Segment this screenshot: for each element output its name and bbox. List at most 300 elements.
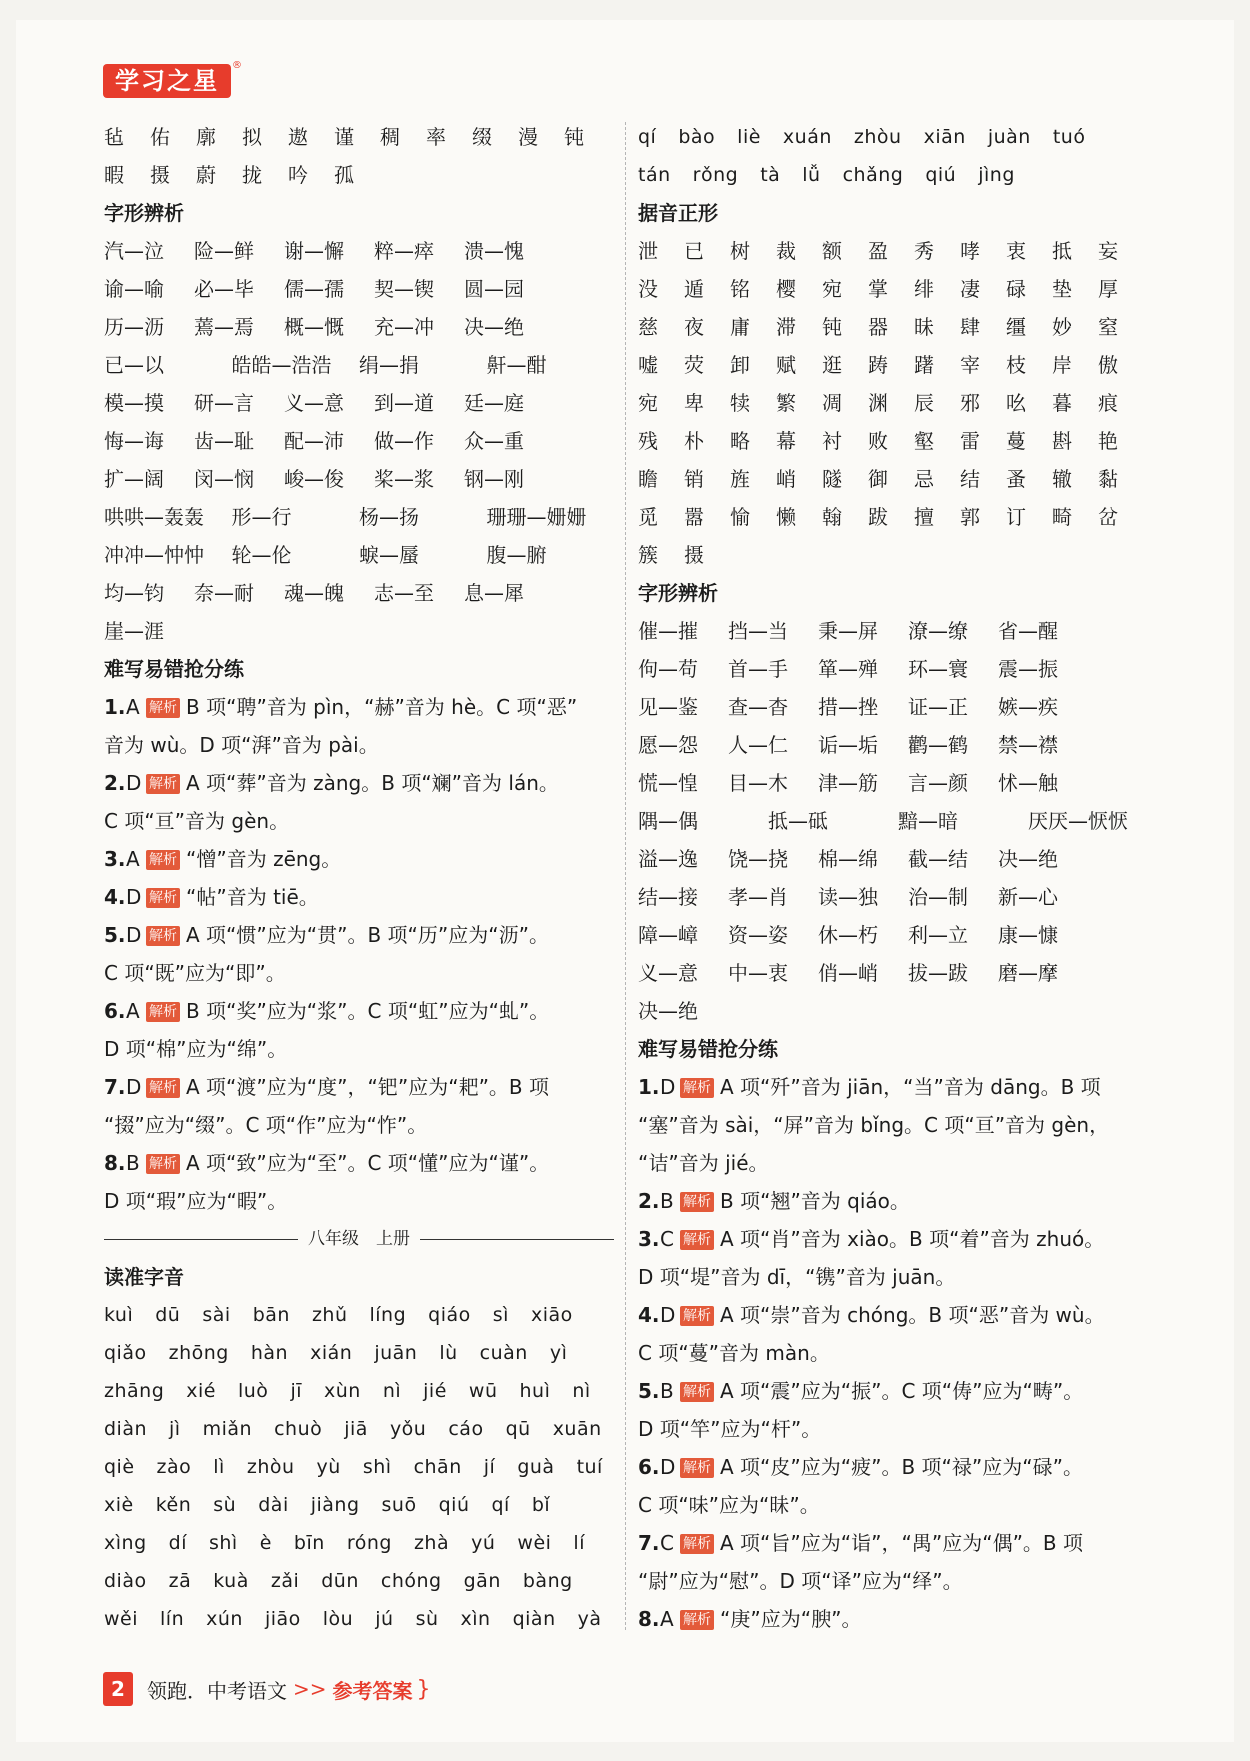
character-item: 蔓: [1006, 429, 1026, 453]
left-column: [104, 118, 614, 1638]
character-item: 簇: [638, 543, 658, 567]
character-item: 稠: [380, 125, 400, 149]
character-item: 拢: [242, 163, 262, 187]
pinyin-item: dí: [168, 1532, 187, 1554]
character-item: 佑: [150, 125, 170, 149]
pinyin-row: [104, 1486, 614, 1524]
answer-letter: D: [126, 771, 142, 795]
word-pair: 轮—伦: [231, 543, 292, 567]
pinyin-item: xuān: [552, 1418, 602, 1440]
word-pair: 目—木: [728, 771, 788, 795]
pinyin-item: zā: [168, 1570, 192, 1592]
character-item: 谨: [334, 125, 354, 149]
answer-letter: D: [660, 1303, 676, 1327]
word-pair: 鼾—酣: [486, 353, 547, 377]
pinyin-item: chǎng: [842, 164, 904, 186]
character-item: 盈: [868, 239, 888, 263]
word-pair: 扩—阔: [104, 467, 164, 491]
answer-letter: B: [126, 1151, 140, 1175]
pinyin-item: suō: [381, 1494, 417, 1516]
answer-number: 4.: [638, 1303, 660, 1327]
character-item: 掌: [868, 277, 888, 301]
pinyin-row: [638, 156, 1158, 194]
pinyin-item: guà: [517, 1456, 555, 1478]
character-item: 毡: [104, 125, 124, 149]
pinyin-row: [638, 118, 1158, 156]
word-pair: 模—摸: [104, 391, 164, 415]
pinyin-item: nì: [382, 1380, 402, 1402]
word-pair-row: [104, 612, 614, 650]
pinyin-item: chuò: [274, 1418, 323, 1440]
pinyin-item: rǒng: [692, 164, 739, 186]
pinyin-item: róng: [346, 1532, 392, 1554]
character-item: 败: [868, 429, 888, 453]
word-pair: 障—嶂: [638, 923, 698, 947]
rule-line: [104, 1239, 298, 1240]
answer-letter: A: [126, 695, 140, 719]
pinyin-row: [104, 1562, 614, 1600]
answer-number: 1.: [104, 695, 126, 719]
word-pair-row: [104, 308, 614, 346]
answer-number: 8.: [638, 1607, 660, 1631]
word-pair: 冲冲—忡忡: [104, 543, 204, 567]
character-item: 暇: [104, 163, 124, 187]
word-pair-row: [638, 878, 1158, 916]
character-row: [104, 118, 614, 156]
word-pair-row: [104, 232, 614, 270]
word-pair: 义—意: [638, 961, 698, 985]
character-item: 订: [1006, 505, 1026, 529]
pinyin-item: jiā: [344, 1418, 368, 1440]
answer-item: [638, 1296, 1158, 1334]
word-pair-row: [638, 916, 1158, 954]
character-item: 幕: [776, 429, 796, 453]
pinyin-item: juàn: [987, 126, 1031, 148]
pinyin-item: qiáo: [428, 1304, 471, 1326]
pinyin-item: yì: [549, 1342, 568, 1364]
word-pair: 已—以: [104, 353, 164, 377]
word-pair: 义—意: [284, 391, 344, 415]
word-pair-row: [104, 498, 614, 536]
word-pair: 珊珊—姗姗: [486, 505, 587, 529]
word-pair: 历—沥: [104, 315, 164, 339]
character-item: 缰: [1006, 315, 1026, 339]
character-item: 没: [638, 277, 658, 301]
word-pair: 息—犀: [464, 581, 524, 605]
word-pair: 孝—肖: [728, 885, 788, 909]
word-pair: 首—手: [728, 657, 788, 681]
character-item: 碌: [1006, 277, 1026, 301]
character-row: [638, 536, 1158, 574]
word-pair: 蔫—焉: [194, 315, 254, 339]
pinyin-item: bào: [678, 126, 716, 148]
word-pair: 秉—屏: [818, 619, 878, 643]
character-item: 嘘: [638, 353, 658, 377]
pinyin-item: dū: [155, 1304, 181, 1326]
character-item: 赋: [776, 353, 796, 377]
character-item: 妄: [1098, 239, 1118, 263]
answer-text: A 项“葬”音为 zàng。B 项“斓”音为 lán。: [186, 771, 559, 795]
pinyin-row: [104, 1334, 614, 1372]
pinyin-item: lì: [213, 1456, 225, 1478]
answer-letter: B: [660, 1379, 674, 1403]
answer-key-label: 参考答案: [332, 1678, 413, 1703]
pinyin-item: xùn: [324, 1380, 361, 1402]
word-pair: 蜧—蜃: [359, 543, 419, 567]
character-item: 树: [730, 239, 750, 263]
answer-item: [104, 916, 614, 954]
word-pair: 险—鲜: [194, 239, 254, 263]
pinyin-item: lù: [439, 1342, 458, 1364]
word-pair: 嫉—疾: [998, 695, 1058, 719]
character-item: 吟: [288, 163, 308, 187]
analysis-tag: 解析: [680, 1306, 714, 1326]
pinyin-item: jí: [483, 1456, 496, 1478]
answer-continuation: C 项“既”应为“即”。: [104, 961, 286, 985]
word-pair: 研—言: [194, 391, 254, 415]
character-item: 枝: [1006, 353, 1026, 377]
character-item: 朴: [684, 429, 704, 453]
character-item: 漫: [518, 125, 538, 149]
pinyin-item: jú: [375, 1608, 394, 1630]
character-item: 已: [684, 239, 704, 263]
answer-item: [104, 688, 614, 726]
pinyin-row: [104, 1372, 614, 1410]
section-heading: 读准字音: [104, 1265, 184, 1289]
character-item: 邪: [960, 391, 980, 415]
character-item: 壑: [914, 429, 934, 453]
section-heading: 字形辨析: [638, 581, 718, 605]
word-pair: 截—结: [908, 847, 968, 871]
character-item: 瞻: [638, 467, 658, 491]
word-pair: 峻—俊: [284, 467, 344, 491]
word-pair: 资—姿: [728, 923, 788, 947]
word-pair: 契—锲: [374, 277, 434, 301]
section-heading: 难写易错抢分练: [638, 1037, 778, 1061]
answer-number: 8.: [104, 1151, 126, 1175]
pinyin-item: qiú: [438, 1494, 470, 1516]
character-item: 略: [730, 429, 750, 453]
analysis-tag: 解析: [146, 774, 180, 794]
answer-continuation: C 项“蔓”音为 màn。: [638, 1341, 830, 1365]
answer-item: [638, 1600, 1158, 1638]
word-pair: 桨—浆: [374, 467, 434, 491]
word-pair: 震—振: [998, 657, 1058, 681]
word-pair: 康—慷: [998, 923, 1058, 947]
character-item: 翰: [822, 505, 842, 529]
character-item: 吆: [1006, 391, 1026, 415]
pinyin-item: sù: [415, 1608, 439, 1630]
character-item: 岸: [1052, 353, 1072, 377]
character-item: 绯: [914, 277, 934, 301]
character-item: 铭: [730, 277, 750, 301]
character-item: 跋: [868, 505, 888, 529]
character-item: 额: [822, 239, 842, 263]
word-pair: 配—沛: [284, 429, 344, 453]
pinyin-item: zhà: [413, 1532, 450, 1554]
word-pair: 休—朽: [818, 923, 878, 947]
word-pair: 志—至: [374, 581, 434, 605]
answer-letter: D: [126, 885, 142, 909]
pinyin-item: liè: [737, 126, 761, 148]
character-row: [638, 498, 1158, 536]
answer-continuation: D 项“竿”应为“杆”。: [638, 1417, 822, 1441]
answer-continuation: “尉”应为“慰”。D 项“译”应为“绎”。: [638, 1569, 963, 1593]
character-item: 岔: [1098, 505, 1118, 529]
word-pair: 粹—瘁: [374, 239, 434, 263]
word-pair: 言—颜: [908, 771, 968, 795]
word-pair: 崖—涯: [104, 619, 164, 643]
pinyin-item: miǎn: [202, 1418, 253, 1440]
pinyin-item: xuán: [782, 126, 832, 148]
word-pair: 溃—愧: [464, 239, 524, 263]
page-footer: [103, 1672, 431, 1706]
pinyin-item: dài: [258, 1494, 289, 1516]
answer-text: A 项“旨”应为“诣”，“禺”应为“偶”。B 项: [720, 1531, 1084, 1555]
answer-number: 2.: [104, 771, 126, 795]
character-item: 觅: [638, 505, 658, 529]
word-pair-row: [638, 802, 1158, 840]
word-pair: 腹—腑: [486, 543, 547, 567]
pinyin-item: jìng: [978, 164, 1015, 186]
right-column: [638, 118, 1158, 1638]
character-item: 秀: [914, 239, 934, 263]
word-pair: 慌—惶: [638, 771, 698, 795]
character-item: 郭: [960, 505, 980, 529]
word-pair: 黯—暗: [898, 809, 958, 833]
answer-text: A 项“歼”音为 jiān，“当”音为 dāng。B 项: [720, 1075, 1101, 1099]
character-item: 宰: [960, 353, 980, 377]
pinyin-item: diàn: [104, 1418, 148, 1440]
pinyin-item: xián: [310, 1342, 353, 1364]
character-item: 卸: [730, 353, 750, 377]
word-pair: 众—重: [464, 429, 524, 453]
character-item: 隧: [822, 467, 842, 491]
word-pair: 到—道: [374, 391, 434, 415]
answer-letter: D: [660, 1455, 676, 1479]
pinyin-item: zhòu: [853, 126, 902, 148]
word-pair-row: [104, 536, 614, 574]
answer-text: A 项“渡”应为“度”，“钯”应为“耙”。B 项: [186, 1075, 550, 1099]
answer-letter: A: [660, 1607, 674, 1631]
pinyin-item: diào: [104, 1570, 147, 1592]
answer-item: [104, 992, 614, 1030]
answer-item: [104, 840, 614, 878]
pinyin-item: bān: [252, 1304, 290, 1326]
word-pair-row: [638, 992, 1158, 1030]
character-item: 卑: [684, 391, 704, 415]
character-row: [638, 308, 1158, 346]
pinyin-item: wū: [468, 1380, 498, 1402]
word-pair: 拔—跋: [908, 961, 968, 985]
pinyin-item: shì: [362, 1456, 392, 1478]
answer-letter: D: [126, 923, 142, 947]
word-pair: 佝—苟: [638, 657, 698, 681]
pinyin-row: [104, 1410, 614, 1448]
word-pair: 廷—庭: [464, 391, 524, 415]
character-row: [638, 422, 1158, 460]
grade-separator: [104, 1220, 614, 1258]
answer-continuation: C 项“味”应为“昧”。: [638, 1493, 820, 1517]
answer-continuation: D 项“瑕”应为“暇”。: [104, 1189, 288, 1213]
character-item: 垫: [1052, 277, 1072, 301]
word-pair: 箪—殚: [818, 657, 878, 681]
word-pair: 中—衷: [728, 961, 788, 985]
character-item: 哮: [960, 239, 980, 263]
answer-letter: B: [660, 1189, 674, 1213]
word-pair: 新—心: [998, 885, 1058, 909]
word-pair: 概—慨: [284, 315, 344, 339]
pinyin-item: sù: [213, 1494, 237, 1516]
analysis-tag: 解析: [680, 1230, 714, 1250]
character-item: 庸: [730, 315, 750, 339]
word-pair: 汽—泣: [104, 239, 164, 263]
character-item: 钝: [822, 315, 842, 339]
pinyin-item: kuì: [104, 1304, 134, 1326]
answer-continuation: “诘”音为 jié。: [638, 1151, 769, 1175]
pinyin-item: lín: [160, 1608, 185, 1630]
pinyin-item: qū: [505, 1418, 531, 1440]
analysis-tag: 解析: [680, 1192, 714, 1212]
pinyin-row: [104, 1296, 614, 1334]
pinyin-item: sì: [492, 1304, 509, 1326]
pinyin-item: jī: [290, 1380, 302, 1402]
column-divider: [625, 122, 626, 1630]
character-item: 遁: [684, 277, 704, 301]
character-item: 肆: [960, 315, 980, 339]
word-pair: 形—行: [231, 505, 292, 529]
pinyin-item: kěn: [155, 1494, 192, 1516]
word-pair: 愿—怨: [638, 733, 698, 757]
word-pair: 催—摧: [638, 619, 698, 643]
character-item: 畸: [1052, 505, 1072, 529]
word-pair: 隅—偶: [638, 809, 698, 833]
section-heading: 字形辨析: [104, 201, 184, 225]
answer-continuation: D 项“堤”音为 dī，“镌”音为 juān。: [638, 1265, 956, 1289]
character-item: 厚: [1098, 277, 1118, 301]
pinyin-row: [104, 1524, 614, 1562]
character-item: 衬: [822, 429, 842, 453]
word-pair: 诟—垢: [818, 733, 878, 757]
pinyin-item: qí: [491, 1494, 510, 1516]
pinyin-item: jì: [169, 1418, 181, 1440]
character-item: 拟: [242, 125, 262, 149]
pinyin-item: xìn: [460, 1608, 491, 1630]
word-pair: 闵—悯: [194, 467, 254, 491]
pinyin-item: zhāng: [104, 1380, 165, 1402]
character-item: 艳: [1098, 429, 1118, 453]
page-number: 2: [103, 1672, 133, 1706]
character-row: [104, 156, 614, 194]
pinyin-item: nì: [572, 1380, 591, 1402]
word-pair: 决—绝: [998, 847, 1058, 871]
character-item: 缀: [472, 125, 492, 149]
character-row: [638, 460, 1158, 498]
word-pair: 杨—扬: [359, 505, 419, 529]
pinyin-item: yǒu: [389, 1418, 427, 1440]
character-item: 忌: [914, 467, 934, 491]
brace-decoration: }: [416, 1676, 431, 1702]
word-pair: 厌厌—恹恹: [1028, 809, 1128, 833]
word-pair: 俏—峭: [818, 961, 878, 985]
answer-item: [638, 1448, 1158, 1486]
pinyin-item: jié: [423, 1380, 447, 1402]
answer-text: B 项“翘”音为 qiáo。: [720, 1189, 910, 1213]
book-title: 领跑．中考语文: [147, 1678, 287, 1703]
word-pair: 皓皓—浩浩: [231, 353, 332, 377]
answer-item: [638, 1182, 1158, 1220]
registered-mark: ®: [232, 60, 242, 71]
word-pair: 津—筋: [818, 771, 878, 795]
pinyin-item: xiè: [104, 1494, 134, 1516]
character-item: 渊: [868, 391, 888, 415]
answer-item: [104, 1068, 614, 1106]
answer-number: 5.: [638, 1379, 660, 1403]
character-item: 残: [638, 429, 658, 453]
character-item: 妙: [1052, 315, 1072, 339]
word-pair: 棉—绵: [818, 847, 878, 871]
answer-item: [104, 764, 614, 802]
answer-item: [638, 1372, 1158, 1410]
character-item: 慈: [638, 315, 658, 339]
analysis-tag: 解析: [680, 1078, 714, 1098]
pinyin-item: tán: [638, 164, 671, 186]
word-pair-row: [638, 840, 1158, 878]
word-pair: 圆—园: [464, 277, 524, 301]
word-pair: 读—独: [818, 885, 878, 909]
pinyin-item: qiàn: [512, 1608, 556, 1630]
answer-item: [638, 1068, 1158, 1106]
word-pair: 抵—砥: [768, 809, 828, 833]
answer-continuation: D 项“棉”应为“绵”。: [104, 1037, 288, 1061]
word-pair: 谕—喻: [104, 277, 164, 301]
section-heading: 据音正形: [638, 201, 718, 225]
analysis-tag: 解析: [146, 1078, 180, 1098]
word-pair: 均—钧: [104, 581, 164, 605]
grade-label: 八年级 上册: [308, 1229, 410, 1249]
answer-item: [638, 1220, 1158, 1258]
character-item: 逛: [822, 353, 842, 377]
pinyin-item: cuàn: [479, 1342, 528, 1364]
character-item: 窒: [1098, 315, 1118, 339]
word-pair: 证—正: [908, 695, 968, 719]
pinyin-item: lòu: [322, 1608, 354, 1630]
character-item: 懒: [776, 505, 796, 529]
pinyin-item: yú: [471, 1532, 496, 1554]
pinyin-row: [104, 1600, 614, 1638]
pinyin-item: wěi: [104, 1608, 139, 1630]
pinyin-item: qí: [638, 126, 657, 148]
word-pair: 人—仁: [728, 733, 788, 757]
analysis-tag: 解析: [680, 1610, 714, 1630]
analysis-tag: 解析: [146, 888, 180, 908]
pinyin-item: zhòu: [246, 1456, 295, 1478]
pinyin-item: líng: [369, 1304, 407, 1326]
character-item: 痕: [1098, 391, 1118, 415]
answer-number: 7.: [104, 1075, 126, 1099]
pinyin-item: qiǎo: [104, 1342, 147, 1364]
character-row: [638, 232, 1158, 270]
character-item: 泄: [638, 239, 658, 263]
word-pair-row: [638, 612, 1158, 650]
section-heading: 难写易错抢分练: [104, 657, 244, 681]
word-pair: 措—挫: [818, 695, 878, 719]
pinyin-item: qiú: [925, 164, 957, 186]
analysis-tag: 解析: [146, 1154, 180, 1174]
answer-continuation: “掇”应为“缀”。C 项“作”应为“怍”。: [104, 1113, 428, 1137]
word-pair: 悔—诲: [104, 429, 164, 453]
answer-letter: D: [126, 1075, 142, 1099]
